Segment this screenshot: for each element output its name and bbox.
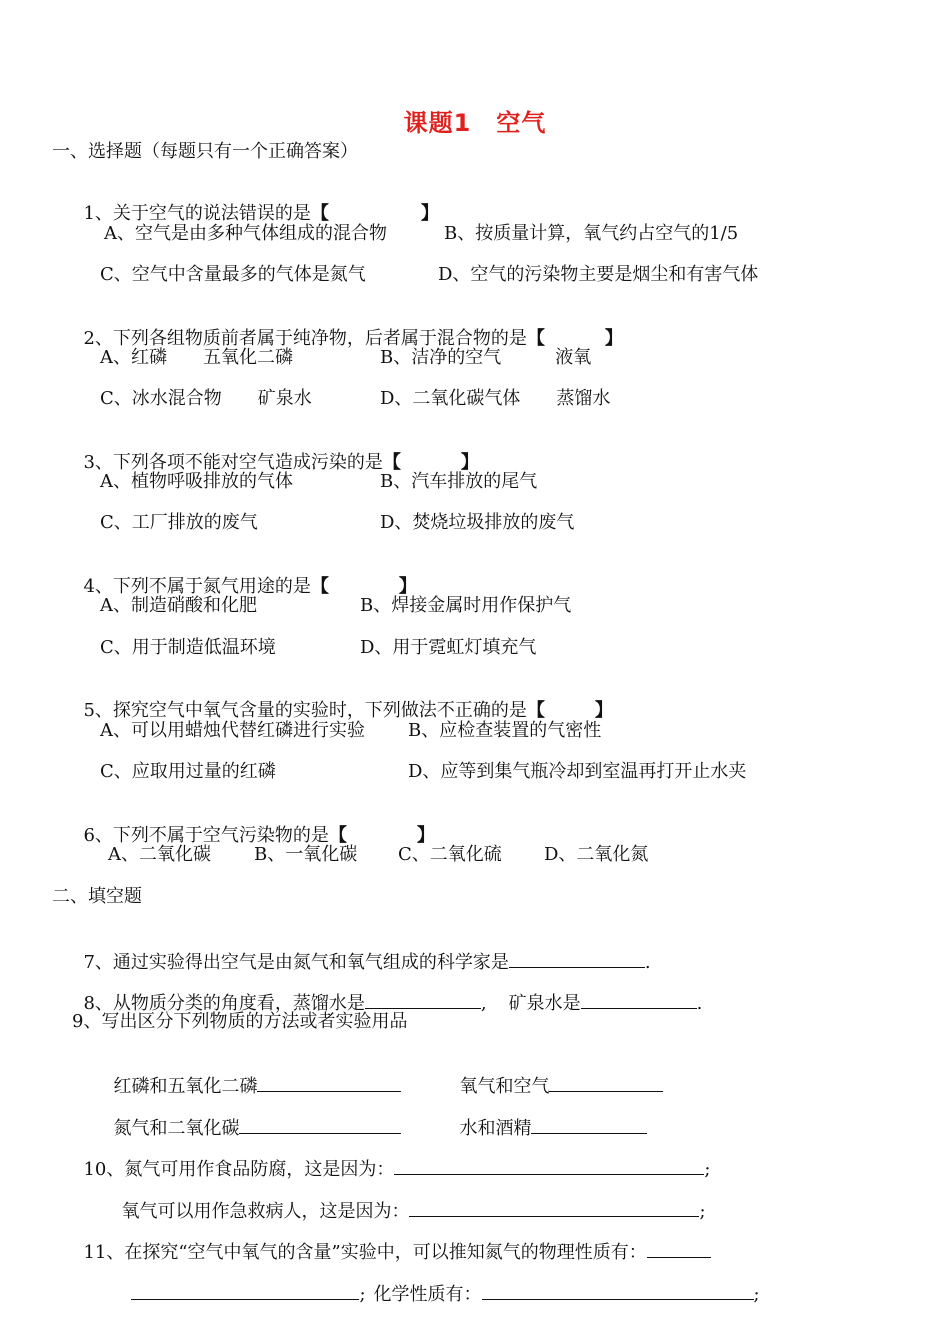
option-2c: C、冰水混合物 矿泉水 (100, 388, 312, 409)
question-9-item-label: 氧气和空气 (459, 1076, 550, 1097)
question-10-line-2 (110, 1177, 706, 1222)
question-7-text: 7、通过实验得出空气是由氮气和氧气组成的科学家是 (83, 952, 509, 973)
answer-blank[interactable] (509, 950, 645, 968)
question-8-sep: , (480, 993, 487, 1014)
question-9-item (448, 1094, 647, 1139)
answer-blank[interactable] (581, 991, 697, 1009)
question-2-stem: 2、下列各组物质前者属于纯净物，后者属于混合物的是 (83, 328, 527, 349)
question-8-end: . (696, 993, 703, 1014)
answer-bracket-close: 】 (398, 576, 417, 597)
answer-blank[interactable] (647, 1240, 711, 1258)
question-5-stem: 5、探究空气中氧气含量的实验时，下列做法不正确的是 (83, 700, 527, 721)
answer-blank[interactable] (239, 1116, 401, 1134)
option-5a: A、可以用蜡烛代替红磷进行实验 (100, 720, 365, 741)
question-3-stem: 3、下列各项不能对空气造成污染的是 (83, 452, 383, 473)
question-9-item-label: 红磷和五氧化二磷 (113, 1076, 258, 1097)
answer-bracket-open: 【 (328, 825, 347, 846)
answer-blank[interactable] (257, 1074, 401, 1092)
question-9-item-label: 水和酒精 (459, 1118, 532, 1139)
question-8-text-a: 8、从物质分类的角度看，蒸馏水是 (83, 993, 365, 1014)
answer-bracket-open: 【 (382, 452, 401, 473)
question-11-text: 11、在探究“空气中氧气的含量”实验中，可以推知氮气的物理性质有： (83, 1242, 647, 1263)
option-4b: B、焊接金属时用作保护气 (360, 595, 572, 616)
question-6 (72, 803, 435, 846)
question-1-stem: 1、关于空气的说法错误的是 (83, 203, 311, 224)
question-11-label-2: 化学性质有： (373, 1284, 482, 1305)
answer-blank[interactable] (531, 1116, 647, 1134)
option-4d: D、用于霓虹灯填充气 (360, 637, 537, 658)
answer-bracket-open: 【 (310, 576, 329, 597)
option-3a: A、植物呼吸排放的气体 (100, 471, 293, 492)
question-4-stem: 4、下列不属于氮气用途的是 (83, 576, 311, 597)
question-1 (72, 181, 439, 224)
option-3c: C、工厂排放的废气 (100, 512, 258, 533)
question-9-item (102, 1094, 401, 1139)
answer-bracket-open: 【 (526, 700, 545, 721)
option-6d: D、二氧化氮 (544, 844, 649, 865)
question-11-line-1 (72, 1218, 711, 1263)
question-8 (72, 969, 703, 1014)
option-3b: B、汽车排放的尾气 (380, 471, 538, 492)
option-5d: D、应等到集气瓶冷却到室温再打开止水夹 (408, 761, 747, 782)
answer-blank[interactable] (394, 1157, 704, 1175)
answer-bracket-close: 】 (420, 203, 439, 224)
option-4c: C、用于制造低温环境 (100, 637, 276, 658)
option-5b: B、应检查装置的气密性 (408, 720, 602, 741)
option-1d: D、空气的污染物主要是烟尘和有害气体 (438, 264, 759, 285)
option-5c: C、应取用过量的红磷 (100, 761, 276, 782)
question-11-line-2 (120, 1260, 760, 1305)
question-6-stem: 6、下列不属于空气污染物的是 (83, 825, 329, 846)
question-11-mid: ; (359, 1284, 366, 1305)
question-10-text: 10、氮气可用作食品防腐，这是因为： (83, 1159, 395, 1180)
option-2a: A、红磷 五氧化二磷 (100, 347, 293, 368)
answer-blank[interactable] (482, 1282, 754, 1300)
answer-blank[interactable] (549, 1074, 663, 1092)
option-2d: D、二氧化碳气体 蒸馏水 (380, 388, 611, 409)
option-1b: B、按质量计算，氧气约占空气的1/5 (444, 223, 739, 244)
question-9: 9、写出区分下列物质的方法或者实验用品 (72, 1011, 408, 1032)
question-10-end-2: ; (699, 1201, 706, 1222)
option-4a: A、制造硝酸和化肥 (100, 595, 257, 616)
answer-blank[interactable] (365, 991, 481, 1009)
option-1a: A、空气是由多种气体组成的混合物 (104, 223, 387, 244)
option-3d: D、焚烧垃圾排放的废气 (380, 512, 575, 533)
answer-bracket-close: 】 (460, 452, 479, 473)
section-heading-choice: 一、选择题（每题只有一个正确答案） (52, 141, 358, 162)
question-9-item (448, 1052, 663, 1097)
question-9-item-label: 氮气和二氧化碳 (113, 1118, 240, 1139)
question-4 (72, 554, 417, 597)
question-3 (72, 430, 479, 473)
question-10-line-1 (72, 1135, 711, 1180)
answer-bracket-close: 】 (594, 700, 613, 721)
question-5 (72, 678, 613, 721)
answer-bracket-close: 】 (416, 825, 435, 846)
question-8-text-b: 矿泉水是 (508, 993, 581, 1014)
question-7 (72, 928, 651, 973)
option-2b: B、洁净的空气 液氧 (380, 347, 592, 368)
answer-bracket-open: 【 (310, 203, 329, 224)
answer-blank[interactable] (131, 1282, 359, 1300)
question-11-end: ; (753, 1284, 760, 1305)
answer-bracket-close: 】 (604, 328, 623, 349)
option-6c: C、二氧化硫 (398, 844, 502, 865)
answer-bracket-open: 【 (526, 328, 545, 349)
question-2 (72, 306, 623, 349)
section-heading-fill: 二、填空题 (52, 886, 142, 907)
page-title: 课题1 空气 (403, 109, 547, 137)
question-10-end: ; (704, 1159, 711, 1180)
question-10-text-2: 氧气可以用作急救病人，这是因为： (121, 1201, 410, 1222)
option-1c: C、空气中含量最多的气体是氮气 (100, 264, 366, 285)
question-9-item (102, 1052, 401, 1097)
option-6a: A、二氧化碳 (108, 844, 211, 865)
option-6b: B、一氧化碳 (254, 844, 358, 865)
answer-blank[interactable] (409, 1199, 699, 1217)
question-7-end: . (644, 952, 651, 973)
